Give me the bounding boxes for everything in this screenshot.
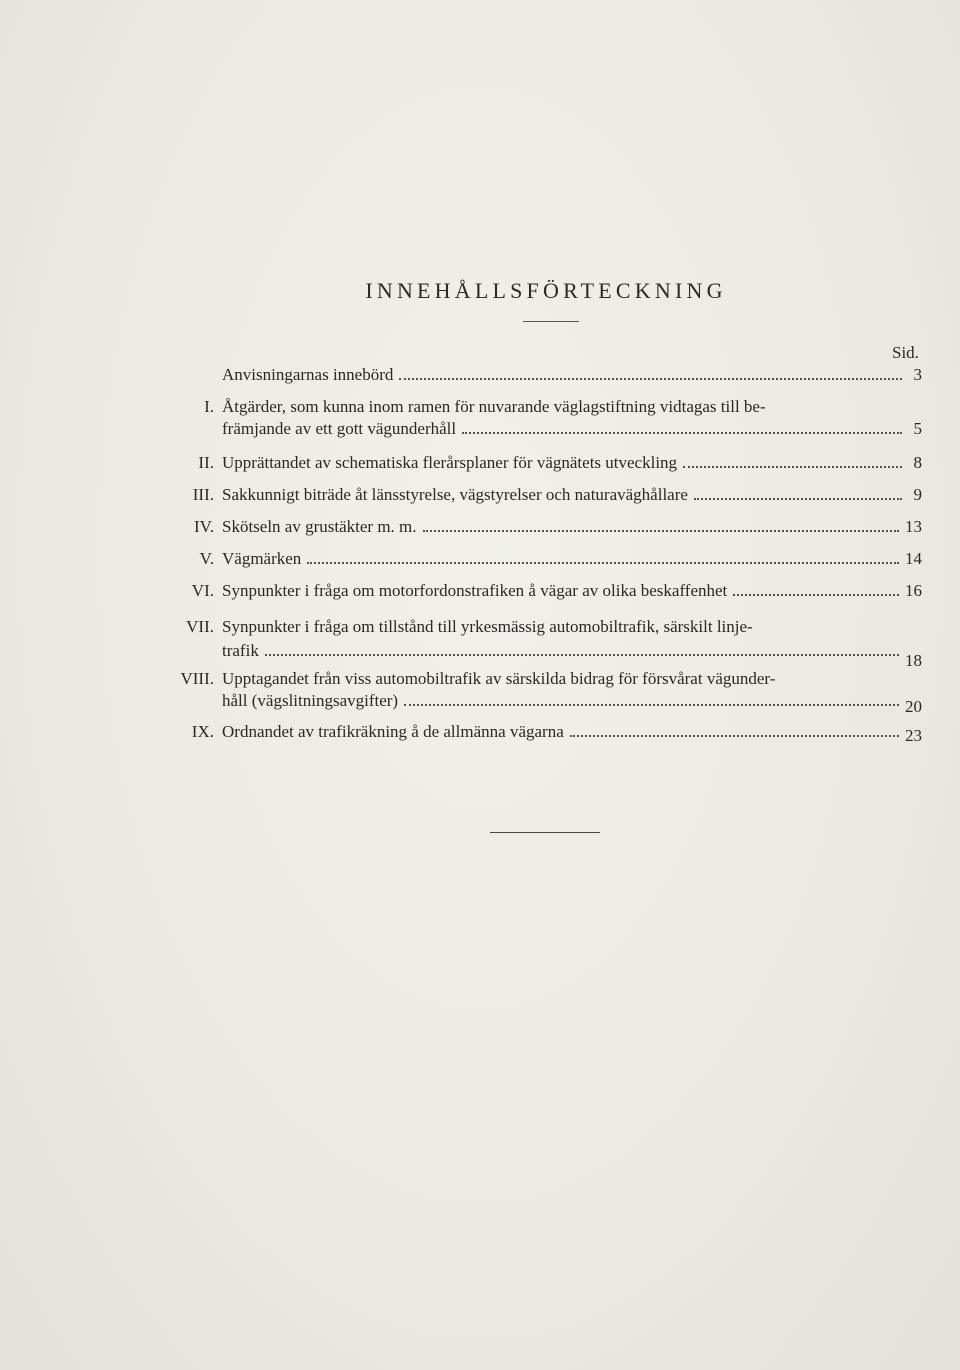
dot-leader (404, 703, 899, 706)
dot-leader (423, 529, 899, 532)
title-divider (523, 321, 579, 322)
toc-entry-page: 3 (913, 365, 922, 384)
toc-entry-page: 9 (913, 485, 922, 504)
toc-entry-title: håll (vägslitningsavgifter) (222, 691, 399, 710)
dot-leader (399, 377, 902, 380)
toc-entry-number: IX. (191, 722, 214, 741)
toc-entry-title: Anvisningarnas innebörd (222, 365, 394, 384)
toc-entry-page: 13 (905, 517, 922, 536)
toc-entry-page: 8 (913, 453, 922, 472)
toc-entry-number: V. (199, 549, 214, 568)
toc-entry-title-line: Upptagandet från viss automobiltrafik av särskilda bidrag för försvårat vägunder- (222, 669, 776, 688)
dot-leader (694, 497, 902, 500)
toc-entry-number: VI. (191, 581, 214, 600)
toc-entry-title: Upprättandet av schematiska flerårsplaner för vägnätets utveckling (222, 453, 678, 472)
toc-entry-number: III. (192, 485, 214, 504)
toc-entry-page: 14 (905, 549, 922, 568)
toc-entry-page: 5 (913, 419, 922, 438)
page-title: INNEHÅLLSFÖRTECKNING (365, 278, 727, 303)
toc-entry-number: I. (204, 397, 214, 416)
toc-entry-page: 23 (905, 726, 922, 745)
dot-leader (307, 561, 899, 564)
toc-entry-number: VIII. (180, 669, 214, 688)
dot-leader (462, 431, 902, 434)
toc-entry-number: II. (198, 453, 214, 472)
toc-entry-title: trafik (222, 641, 259, 660)
toc-entry-title: Ordnandet av trafikräkning å de allmänna vägarna (222, 722, 564, 741)
dot-leader (683, 465, 902, 468)
toc-entry-title-line: Åtgärder, som kunna inom ramen för nuvarande väglagstiftning vidtagas till be- (222, 397, 766, 416)
toc-entry-page: 16 (905, 581, 922, 600)
dot-leader (265, 653, 899, 656)
toc-entry-page: 18 (905, 651, 922, 670)
toc-entry-title-line: Synpunkter i fråga om tillstånd till yrkesmässig automobiltrafik, särskilt linje- (222, 617, 753, 636)
toc-entry-number: VII. (186, 617, 214, 636)
dot-leader (733, 593, 899, 596)
toc-entry-title: Synpunkter i fråga om motorfordonstrafiken å vägar av olika beskaffenhet (222, 581, 728, 600)
toc-entry-title: Sakkunnigt biträde åt länsstyrelse, vägstyrelser och naturaväghållare (222, 485, 688, 504)
page-column-label: Sid. (892, 343, 919, 362)
toc-entry-title: Vägmärken (222, 549, 302, 568)
dot-leader (570, 734, 899, 737)
toc-entry-title: främjande av ett gott vägunderhåll (222, 419, 457, 438)
closing-divider (490, 832, 600, 833)
toc-entry-number: IV. (194, 517, 214, 536)
toc-entry-page: 20 (905, 697, 922, 716)
toc-entry-title: Skötseln av grustäkter m. m. (222, 517, 417, 536)
